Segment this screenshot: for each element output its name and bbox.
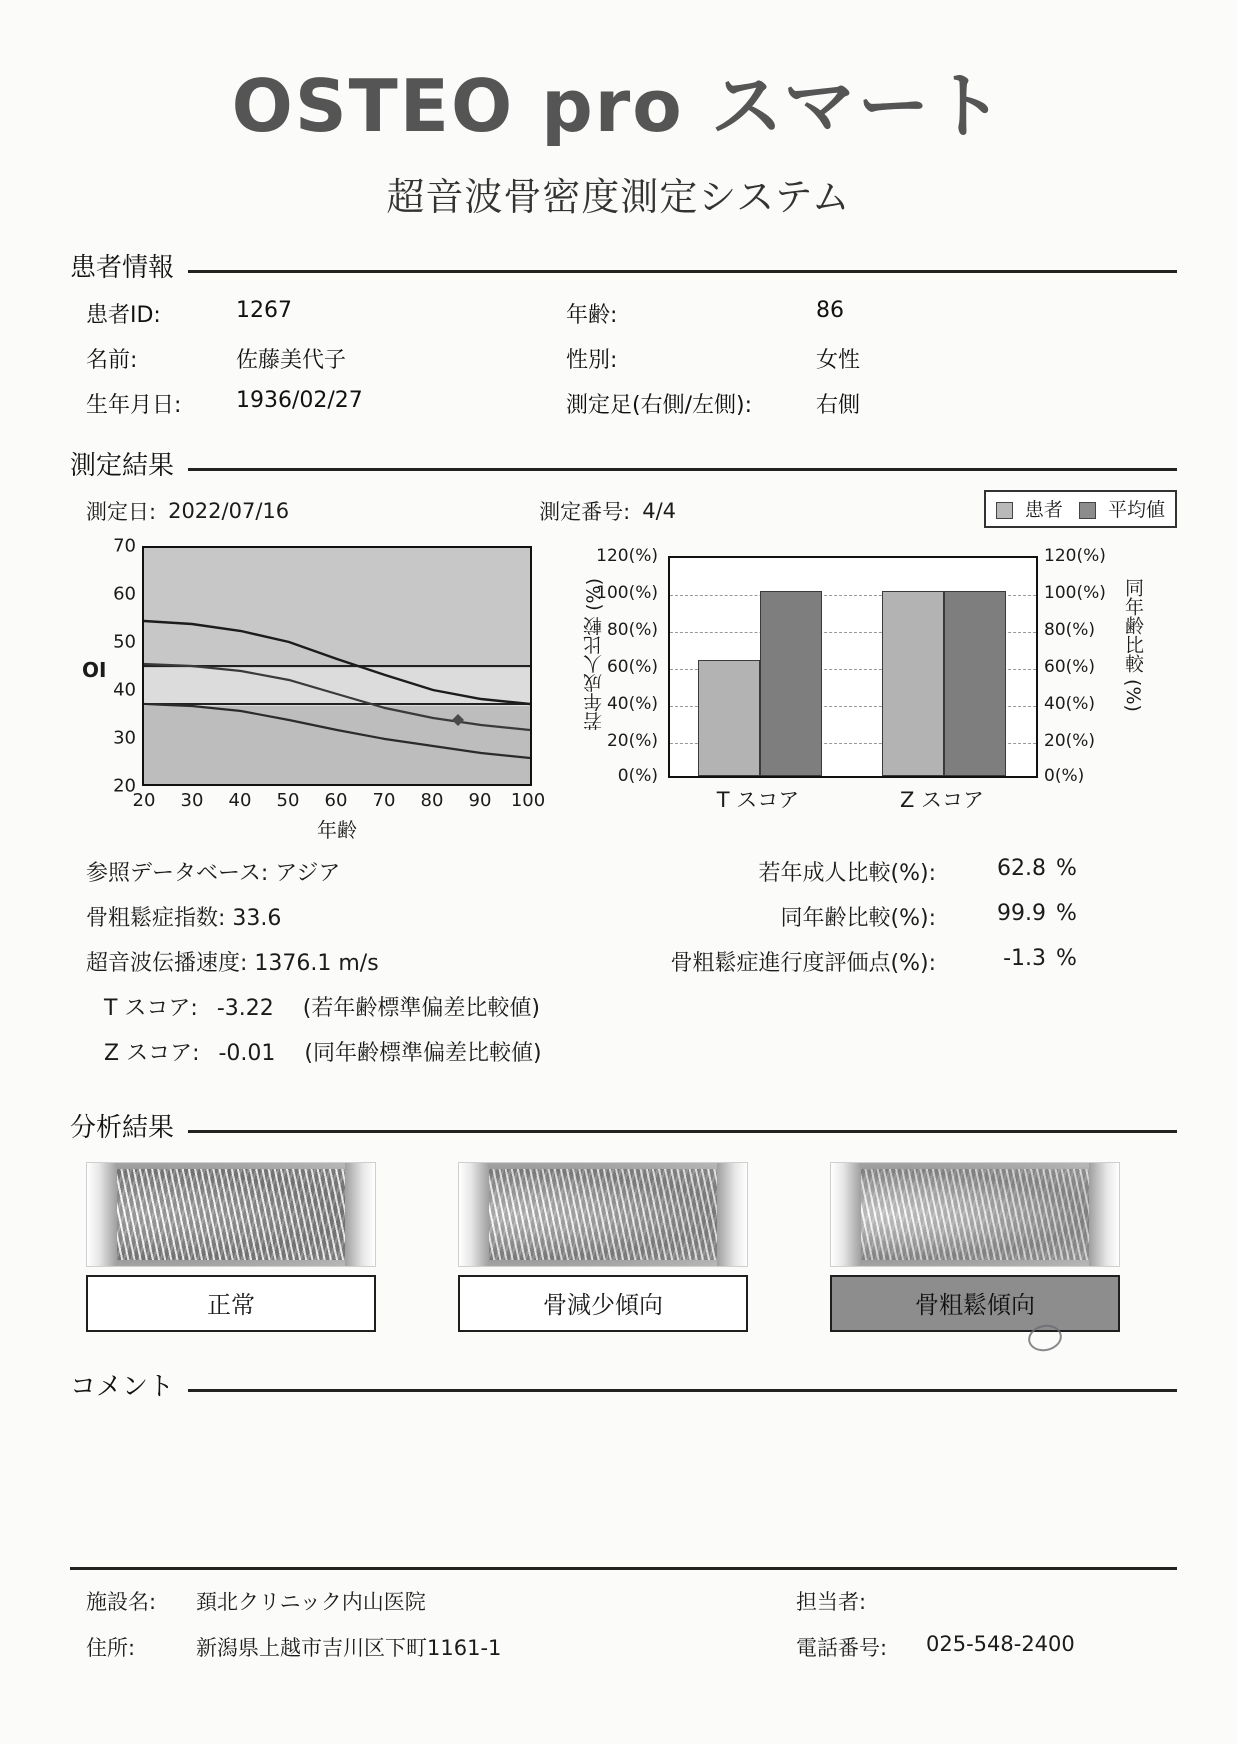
analysis-items <box>86 1162 1177 1332</box>
oi-chart-xlabel: 年齢 <box>317 818 357 842</box>
ytick: 20(%) <box>1044 731 1096 751</box>
young-adult-label: 若年成人比較(%): <box>758 861 936 886</box>
measurement-number-label: 測定番号: <box>539 500 631 524</box>
section-title-analysis: 分析結果 <box>70 1113 175 1143</box>
patient-info-grid <box>86 298 1177 419</box>
oi-chart-ylabel: OI <box>82 658 107 682</box>
same-age-unit: % <box>1056 901 1077 926</box>
t-score-row <box>86 991 606 1022</box>
bar-zscore-patient <box>882 591 944 776</box>
bar-chart-ylabel-right: 同年齢比較 (%) <box>1122 578 1144 712</box>
section-analysis <box>70 1107 1177 1144</box>
ytick: 120(%) <box>596 546 658 566</box>
facility-value: 頚北クリニック内山医院 <box>196 1590 426 1614</box>
oi-age-chart <box>82 535 546 842</box>
ytick: 80(%) <box>606 620 658 640</box>
patient-name-value: 佐藤美代子 <box>236 348 347 373</box>
section-comment <box>70 1366 1177 1403</box>
xtick: 30 <box>180 790 204 811</box>
results-left-column <box>86 856 606 1081</box>
results-right-column <box>606 856 1177 1081</box>
ytick: 60 <box>113 583 136 605</box>
ultrasound-velocity: 超音波伝播速度: 1376.1 m/s <box>86 951 379 976</box>
z-score-value: -0.01 <box>218 1041 276 1066</box>
facility-row <box>86 1586 1177 1616</box>
cortex-left-icon <box>87 1163 117 1266</box>
xtick: 60 <box>324 790 348 811</box>
phone-label: 電話番号: <box>796 1636 888 1660</box>
section-title-comment: コメント <box>70 1372 175 1402</box>
reference-database: 参照データベース: アジア <box>86 861 341 886</box>
ytick: 40(%) <box>606 694 658 714</box>
patient-age-label: 年齢: <box>566 303 618 328</box>
ytick: 100(%) <box>1044 583 1106 603</box>
legend-item-patient <box>996 495 1063 522</box>
section-measurement <box>70 445 1177 482</box>
ytick: 50 <box>113 631 136 653</box>
patient-id-label: 患者ID: <box>86 303 161 328</box>
z-score-note: (同年齢標準偏差比較値) <box>304 1041 542 1066</box>
divider <box>188 1130 1177 1133</box>
legend-label-patient: 患者 <box>1024 499 1063 521</box>
page-subtitle: 超音波骨密度測定システム <box>386 175 851 219</box>
same-age-row <box>606 901 1177 932</box>
oi-chart-curves-icon <box>144 548 530 784</box>
patient-id-value: 1267 <box>236 298 292 323</box>
comment-area[interactable] <box>86 1411 1177 1561</box>
ytick: 60(%) <box>1044 657 1096 677</box>
bar-chart-yticks-right <box>1040 546 1120 786</box>
bone-image-osteoporosis <box>830 1162 1120 1267</box>
legend-label-average: 平均値 <box>1107 499 1165 521</box>
measurement-number-value: 4/4 <box>642 499 676 523</box>
score-bar-chart <box>582 538 1142 838</box>
z-score-row <box>86 1036 606 1067</box>
xtick: 40 <box>228 790 252 811</box>
measurement-date-label: 測定日: <box>86 500 157 524</box>
progression-row <box>606 946 1177 977</box>
xtick: 70 <box>372 790 396 811</box>
cortex-right-icon <box>345 1163 375 1266</box>
patient-birth-label: 生年月日: <box>86 393 182 418</box>
measurement-meta <box>86 494 1177 528</box>
phone-value: 025-548-2400 <box>926 1632 1075 1656</box>
trabecular-texture-icon <box>109 1169 353 1260</box>
bar-tscore-average <box>760 591 822 776</box>
ytick: 80(%) <box>1044 620 1096 640</box>
bone-image-normal <box>86 1162 376 1267</box>
xtick: 20 <box>132 790 156 811</box>
measurement-results <box>86 856 1177 1081</box>
section-title-measurement: 測定結果 <box>70 451 175 481</box>
xtick-zscore: Z スコア <box>899 788 985 812</box>
bar-zscore-average <box>944 591 1006 776</box>
xtick: 50 <box>276 790 300 811</box>
analysis-item-osteoporosis <box>830 1162 1120 1332</box>
oi-chart-plot <box>142 546 532 786</box>
bar-chart-ylabel-left: 若年成人比較 (%) <box>583 578 605 731</box>
same-age-label: 同年齢比較(%): <box>780 906 936 931</box>
patient-birth-value: 1936/02/27 <box>236 388 363 413</box>
ytick: 0(%) <box>1044 766 1085 786</box>
section-patient-info <box>70 247 1177 284</box>
analysis-caption-osteoporosis: 骨粗鬆傾向 <box>830 1275 1120 1332</box>
measured-foot-label: 測定足(右側/左側): <box>566 393 752 418</box>
young-adult-value: 62.8 <box>997 856 1046 881</box>
patient-sex-label: 性別: <box>566 348 618 373</box>
page-title: OSTEO pro スマート <box>231 64 1006 148</box>
analysis-item-normal <box>86 1162 376 1332</box>
analysis-caption-normal: 正常 <box>86 1275 376 1332</box>
ytick: 40(%) <box>1044 694 1096 714</box>
divider <box>188 468 1177 471</box>
ytick: 70 <box>113 535 136 557</box>
trabecular-texture-icon <box>481 1169 725 1260</box>
ytick: 60(%) <box>606 657 658 677</box>
measured-foot-value: 右側 <box>816 393 861 418</box>
t-score-note: (若年齢標準偏差比較値) <box>302 996 540 1021</box>
bar-tscore-patient <box>698 660 760 776</box>
cortex-left-icon <box>831 1163 861 1266</box>
bar-chart-yticks-left <box>582 546 662 786</box>
charts-row <box>82 535 1177 842</box>
legend-swatch-patient-icon <box>996 502 1013 519</box>
staff-label: 担当者: <box>796 1590 867 1614</box>
measurement-date-value: 2022/07/16 <box>168 499 290 523</box>
address-label: 住所: <box>86 1636 136 1660</box>
ytick: 30 <box>113 727 136 749</box>
divider <box>188 270 1177 273</box>
cortex-right-icon <box>1089 1163 1119 1266</box>
cortex-left-icon <box>459 1163 489 1266</box>
t-score-value: -3.22 <box>216 996 274 1021</box>
legend-swatch-average-icon <box>1079 502 1096 519</box>
divider <box>188 1389 1177 1392</box>
facility-label: 施設名: <box>86 1590 157 1614</box>
ytick: 20 <box>113 775 136 797</box>
divider <box>70 1567 1177 1570</box>
chart-legend <box>984 490 1177 528</box>
xtick: 90 <box>468 790 492 811</box>
analysis-item-osteopenia <box>458 1162 748 1332</box>
oi-chart-yticks <box>86 535 140 797</box>
section-title-patient-info: 患者情報 <box>70 253 175 283</box>
ytick: 0(%) <box>617 766 658 786</box>
xtick: 100 <box>510 790 546 811</box>
progression-value: -1.3 <box>1003 946 1046 971</box>
patient-age-value: 86 <box>816 298 844 323</box>
ytick: 120(%) <box>1044 546 1106 566</box>
patient-name-label: 名前: <box>86 348 138 373</box>
address-value: 新潟県上越市吉川区下町1161-1 <box>196 1636 502 1660</box>
same-age-value: 99.9 <box>997 901 1046 926</box>
ytick: 20(%) <box>606 731 658 751</box>
young-adult-row <box>606 856 1177 887</box>
z-score-label: Z スコア: <box>104 1041 200 1066</box>
xtick: 80 <box>420 790 444 811</box>
ytick: 40 <box>113 679 136 701</box>
cortex-right-icon <box>717 1163 747 1266</box>
xtick-tscore: T スコア <box>716 788 800 812</box>
progression-unit: % <box>1056 946 1077 971</box>
ytick: 100(%) <box>596 583 658 603</box>
osteoporosis-index: 骨粗鬆症指数: 33.6 <box>86 906 282 931</box>
young-adult-unit: % <box>1056 856 1077 881</box>
legend-item-average <box>1079 495 1165 522</box>
bone-image-osteopenia <box>458 1162 748 1267</box>
analysis-caption-osteopenia: 骨減少傾向 <box>458 1275 748 1332</box>
bar-chart-plot <box>668 556 1038 778</box>
footer-info <box>86 1586 1177 1662</box>
patient-sex-value: 女性 <box>816 348 861 373</box>
t-score-label: T スコア: <box>104 996 198 1021</box>
progression-label: 骨粗鬆症進行度評価点(%): <box>670 951 936 976</box>
trabecular-texture-icon <box>853 1169 1097 1260</box>
address-row <box>86 1632 1177 1662</box>
report-header <box>0 48 1237 221</box>
